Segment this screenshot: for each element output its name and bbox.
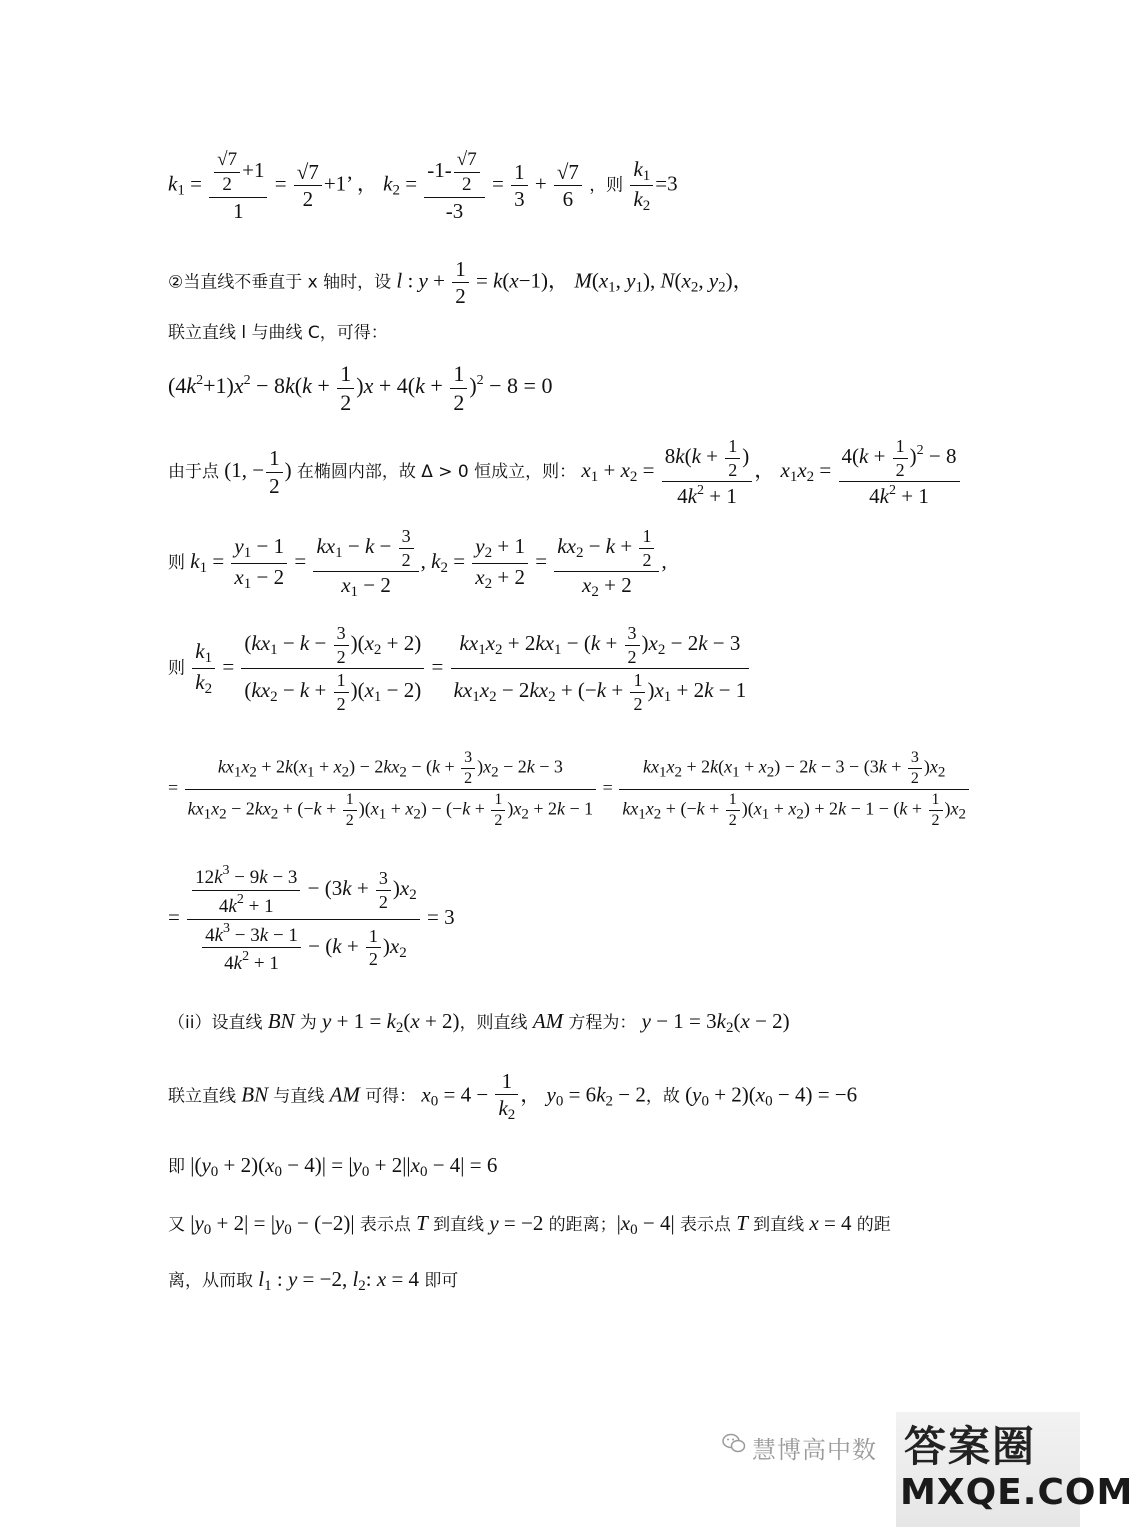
line-vieta: 由于点 (1, − $\frac{1}{2}$ ) 在椭圆内部，故 Δ > 0 恒成立，则： x1 + x2 = 8k(k + $\frac{1}{2}$ ) $4k^2 + 1$ ， x1x2 = 4(k + $\frac{1}{2}$ )$^2$ − 8 $4k^2 + 1$ — [168, 435, 962, 509]
line-slopes: 则 k1 = $\frac{y1 - 1}{x1 - 2}$ = kx1 − k − $\frac{3}{2}$ x1 − 2 , k2 = $\frac{y2 + 1}{x2 + 2}$ = kx2 − k + $\frac{1}{2}$ x2 + 2 , — [168, 526, 667, 600]
line-intersection: 联立直线 BN 与直线 AM 可得： x0 = 4 − $\frac{1}{k2}$ ， y0 = 6k2 − 2，故 (y0 + 2)(x0 − 4) = −6 — [168, 1069, 858, 1124]
line-quadratic: $(4k^2+1)x^2 - 8k(k$ + $\frac{1}{2}$ )x + 4(k + $\frac{1}{2}$ )$^2$ − 8 = 0 — [168, 361, 553, 415]
watermark-logo-top: 答案圈 — [904, 1422, 1037, 1471]
line-abs-product: 即 |(y0 + 2)(x0 − 4)| = |y0 + 2||x0 − 4| = 6 — [168, 1153, 498, 1180]
line-ratio-1: 则 $\frac{k1}{k2}$ = (kx1 − k − $\frac{3}{2}$ )(x2 + 2) (kx2 − k + $\frac{1}{2}$ )(x1 − 2) = kx1x2 + 2kx1 − (k + $\frac{3}{2}$ )x2 − 2k − 3 kx1x2 − 2kx2 + (−k + $\frac{1}{2}$ )x1 + 2k − 1 — [168, 622, 751, 715]
vieta-mid: 在椭圆内部，故 Δ > 0 恒成立，则： — [296, 461, 577, 482]
wechat-icon — [722, 1431, 746, 1455]
line-case-two: ②当直线不垂直于 x 轴时，设 l : y + $\frac{1}{2}$ = k(x−1)， M(x1, y1), N(x2, y2)， — [168, 257, 754, 309]
line-ratio-3: = $\frac{12k^3 - 9k - 3}{4k^2 + 1}$ − (3k + $\frac{3}{2}$ )x2 $\frac{4k^3 - 3k - 1}{4k^2 + 1}$ − (k + $\frac{1}{2}$ )x2 = 3 — [168, 863, 455, 975]
line-distance: 又 |y0 + 2| = |y0 − (−2)| 表示点 T 到直线 y = −2 的距离；|x0 − 4| 表示点 T 到直线 x = 4 的距 — [168, 1211, 891, 1238]
line-k-values: k1 = $\frac{√7}{2}$ +1 1 = $\frac{√7}{2}$ +1’ ， k2 = -1- $\frac{√7}{2}$ -3 = $\frac{1}{3}$ + $\frac{√7}{6}$ ，则 $\frac{k1}{k2}$ =3 — [168, 149, 678, 223]
case-two-prefix: ②当直线不垂直于 x 轴时，设 — [168, 272, 392, 293]
watermark-source: 慧博高中数 — [752, 1436, 877, 1464]
line-part-ii: （ii）设直线 BN 为 y + 1 = k2(x + 2)，则直线 AM 方程为： y − 1 = 3k2(x − 2) — [168, 1009, 790, 1036]
watermark-logo-bottom: MXQE.COM — [900, 1472, 1133, 1513]
line-combine: 联立直线 l 与曲线 C，可得： — [168, 323, 388, 343]
line-conclusion: 离，从而取 l1 : y = −2, l2: x = 4 即可 — [168, 1267, 459, 1294]
vieta-prefix: 由于点 — [168, 461, 219, 482]
line-ratio-2: = $kx_1x_2 + 2k(x_1 + x_2) - 2kx_2 - (k$ + $\frac{3}{2}$ )$x_2 - 2k - 3$ $kx_1x_2 - 2kx_2 + (-k$ + $\frac{1}{2}$ )$(x_1 + x_2) - (-k$ + $\frac{1}{2}$ )$x_2 + 2k - 1$ = $kx_1x_2 + 2k(x_1 + x_2) - 2k - 3 - (3k$ + $\frac{3}{2}$ )$x_2$ $kx_1x_2 + (-k$ + $\frac{1}{2}$ )$(x_1 + x_2) + 2k - 1 - (k$ + $\frac{1}{2}$ )$x_2$ — [168, 748, 971, 831]
